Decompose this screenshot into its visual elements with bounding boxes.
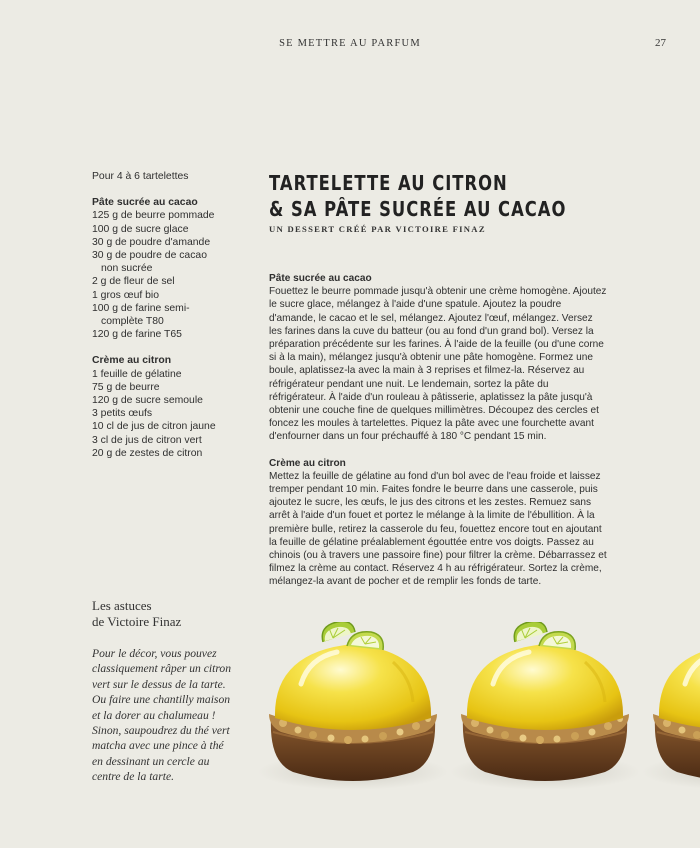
ingredient-item: 3 cl de jus de citron vert [92,434,202,446]
page-number: 27 [655,37,666,49]
recipe-title [269,170,597,222]
recipe-title-line: TARTELETTE AU CITRON [269,171,508,195]
servings: Pour 4 à 6 tartelettes [92,171,189,182]
ingredient-item: 120 g de sucre semoule [92,395,203,407]
tartelette-illustration [258,622,700,848]
ingredient-item: 30 g de poudre d'amande [92,236,211,248]
ingredient-item: 100 g de sucre glace [92,223,189,235]
tips-title-line: Les astuces [92,598,152,613]
method-section [269,457,607,589]
ingredients-column [92,170,222,473]
ingredient-item: 120 g de farine T65 [92,329,182,341]
ingredient-item: 30 g de poudre de cacao non sucrée [92,250,207,275]
ingredient-group-title: Crème au citron [92,355,172,367]
ingredient-item: 1 gros œuf bio [92,289,159,301]
ingredient-item: 10 cl de jus de citron jaune [92,421,216,433]
ingredient-group-pate [92,196,222,341]
ingredient-item: 3 petits œufs [92,408,153,420]
ingredient-item: 20 g de zestes de citron [92,447,203,459]
method-section-text: Mettez la feuille de gélatine au fond d'un bol avec de l'eau froide et laissez tremper pendant 10 min. Faites fondre le beurre dans une casserole, puis ajoutez le sucre, les œufs, le jus des citrons et les zestes. Remuez sans arrêt à l'aide d'un fouet et portez le mélange à la limite de l'ébullition. À la première bulle, retirez la casserole du feu, fouettez encore tout en ajoutant la feuille de gélatine préalablement égouttée entre vos doigts. Passez au chinois (ou à travers une passoire fine) pour filtrer la crème. Débarrassez et filmez la crème au contact. Réservez 4 h au réfrigérateur. Sortez la crème, mélangez-la avant de pocher et de remplir les fonds de tarte. [269,470,607,588]
tips-title [92,598,237,630]
ingredient-item: 75 g de beurre [92,381,160,393]
method-section-title: Crème au citron [269,457,346,469]
tips-body: Pour le décor, vous pouvez classiquement râper un citron vert sur le dessus de la tarte. Ou faire une chantilly maison et la dorer au chalumeau ! Sinon, saupoudrez du thé vert matcha avec une pince à thé en dessinant un cercle au centre de la tarte. [92,647,232,784]
ingredient-item: 2 g de fleur de sel [92,276,175,288]
tips-box [92,598,237,785]
ingredient-group-title: Pâte sucrée au cacao [92,197,198,209]
tartelette-right [642,622,700,790]
method-column [269,272,607,602]
method-section-text: Fouettez le beurre pommade jusqu'à obtenir une crème homogène. Ajoutez le sucre glace, mélangez à l'aide d'une spatule. Ajoutez la poudre d'amande, le cacao et le sel, mélangez. Ajoutez l'œuf, mélangez. Versez les farines dans la cuve du batteur (ou au fond d'un grand bol). Versez la préparation précédente sur les farines. À l'aide de la feuille (ou d'une corne si à la main), mélangez jusqu'à obtenir une pâte homogène. Formez une boule, aplatissez-la avec la main à 3 reprises et filmez-la. Réservez au réfrigérateur pendant une nuit. Le lendemain, sortez la pâte du réfrigérateur. À l'aide d'un rouleau à pâtisserie, aplatissez la pâte jusqu'à obtenir une couche fine de quelques millimètres. Découpez des cercles et foncez les moules à tartelettes. Piquez la pâte avec une fourchette avant d'enfourner dans un four préchauffé à 180 °C pendant 15 min. [269,286,607,443]
ingredient-item: 125 g de beurre pommade [92,210,215,222]
tartelette-left [258,622,448,790]
ingredient-item: 1 feuille de gélatine [92,368,182,380]
running-header: SE METTRE AU PARFUM [279,38,421,49]
recipe-subtitle: UN DESSERT CRÉÉ PAR VICTOIRE FINAZ [269,224,486,234]
tips-title-line: de Victoire Finaz [92,614,182,629]
method-section-title: Pâte sucrée au cacao [269,273,372,284]
method-section [269,272,607,444]
ingredient-group-creme [92,354,222,460]
recipe-title-line: & SA PÂTE SUCRÉE AU CACAO [269,197,567,221]
ingredient-item: 100 g de farine semi-complète T80 [92,302,190,328]
tartelette-middle [450,622,640,790]
